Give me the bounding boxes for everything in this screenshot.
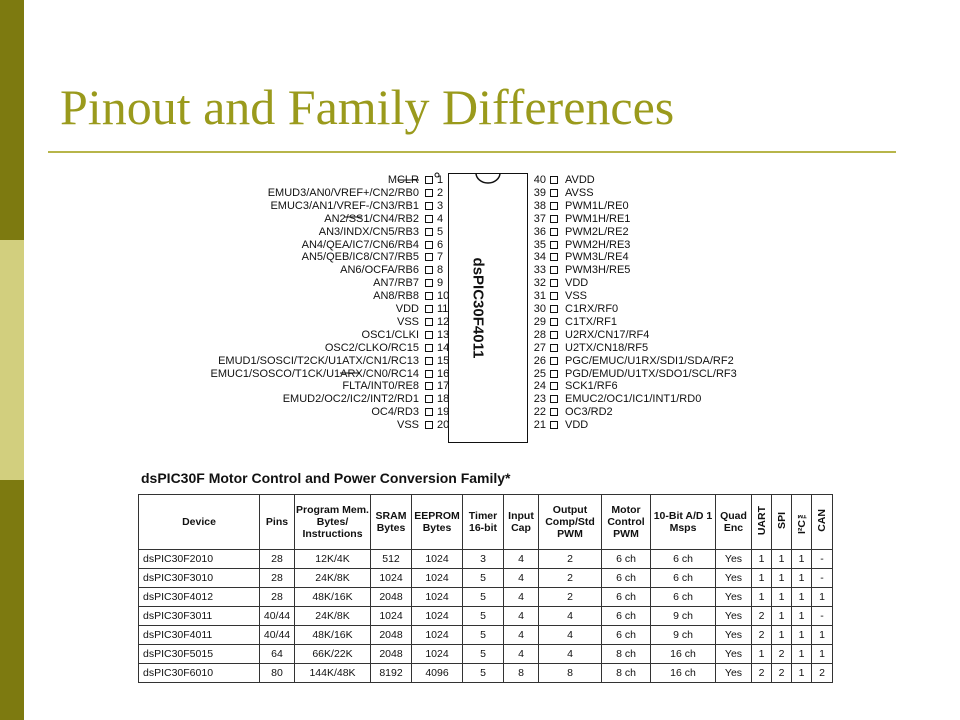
pin-pad [550,241,558,249]
table-cell: 1 [752,550,772,569]
table-cell: Yes [716,645,752,664]
pin-label: U2RX/CN17/RF4 [565,328,650,341]
pin-pad [550,189,558,197]
pin-pad [550,395,558,403]
pin-pad [425,370,433,378]
pin-pad [425,253,433,261]
table-cell: 2048 [371,626,412,645]
table-cell: Yes [716,664,752,683]
table-cell: 1 [792,626,812,645]
pin-label: AN5/QEB/IC8/CN7/RB5 [301,251,419,264]
pin-number: 19 [437,406,450,419]
table-cell: 8192 [371,664,412,683]
table-cell: 1024 [371,607,412,626]
header-spi: SPI [772,495,792,550]
pin-number: 21 [533,419,546,432]
table-cell: 4 [539,626,602,645]
pin-pad [425,266,433,274]
table-cell: 5 [463,664,504,683]
pin-label: EMUD1/SOSCI/T2CK/U1ATX/CN1/RC13 [218,354,419,367]
pin-pad [550,382,558,390]
table-row [139,550,833,569]
table-cell: 2 [752,626,772,645]
table-cell: 2 [812,664,833,683]
table-cell: 6 ch [602,569,651,588]
pin-pad [425,292,433,300]
pin-number: 35 [533,238,546,251]
pin-number: 13 [437,328,450,341]
table-cell: 1 [792,588,812,607]
table-cell: 40/44 [260,626,295,645]
pin-pad [425,176,433,184]
table-cell: 48K/16K [295,626,371,645]
table-cell: 64 [260,645,295,664]
pin-number: 24 [533,380,546,393]
table-cell: dsPIC30F3011 [139,607,260,626]
pin-pad [550,357,558,365]
pin-pad [550,305,558,313]
pin-label: PWM1H/RE1 [565,212,631,225]
family-table [138,494,833,683]
pin-label: PWM2H/RE3 [565,238,631,251]
table-cell: 5 [463,607,504,626]
pin-number: 17 [437,380,450,393]
table-cell: 9 ch [651,626,716,645]
pin-number: 11 [437,303,449,315]
header-eeprom: EEPROM Bytes [412,495,463,550]
pin-number: 28 [533,328,546,341]
table-cell: 48K/16K [295,588,371,607]
table-cell: 1 [792,607,812,626]
header-input-cap: Input Cap [504,495,539,550]
header-quad-enc: Quad Enc [716,495,752,550]
pin-number: 12 [437,315,450,328]
pin-label: SCK1/RF6 [565,380,618,393]
header-device: Device [139,495,260,550]
pin-pad [425,189,433,197]
pin-number: 25 [533,367,546,380]
table-cell: 1024 [412,607,463,626]
pin-label: VSS [396,419,419,432]
pin-number: 31 [533,290,546,303]
table-footnote [141,683,821,689]
pin-label: EMUC1/SOSCO/T1CK/U1ARX/CN0/RC14 [210,367,419,380]
pin-label: EMUD2/OC2/IC2/INT2/RD1 [282,393,419,406]
header-i2c: I²C™ [792,495,812,550]
pin-pad [425,331,433,339]
table-cell: 144K/48K [295,664,371,683]
table-cell: 1 [772,588,792,607]
header-motor-pwm: Motor Control PWM [602,495,651,550]
pin-pad [550,408,558,416]
pin-pad [425,318,433,326]
table-cell: 16 ch [651,645,716,664]
table-cell: 24K/8K [295,569,371,588]
pin-number: 30 [533,303,546,315]
table-cell: Yes [716,607,752,626]
table-cell: 1024 [412,626,463,645]
table-header-row [139,495,833,550]
pin-pad [550,228,558,236]
pin-label: EMUC3/AN1/VREF-/CN3/RB1 [270,199,419,212]
table-cell: 5 [463,626,504,645]
pin-number: 20 [437,419,450,432]
table-row [139,664,833,683]
pin-label: OC3/RD2 [565,406,613,419]
table-cell: 28 [260,550,295,569]
pin-number: 4 [437,212,444,225]
pin-label: FLTA/INT0/RE8 [342,380,419,393]
pin-label: PGD/EMUD/U1TX/SDO1/SCL/RF3 [565,367,737,380]
table-cell: 4 [504,569,539,588]
table-cell: 8 ch [602,645,651,664]
table-row [139,569,833,588]
pin-label: C1TX/RF1 [565,315,617,328]
table-cell: 1 [752,645,772,664]
pin-pad [425,344,433,352]
pin-pad [550,279,558,287]
pin-number: 40 [533,174,546,186]
table-cell: 24K/8K [295,607,371,626]
table-row [139,588,833,607]
pin-pad [425,395,433,403]
table-cell: dsPIC30F4012 [139,588,260,607]
header-can: CAN [812,495,833,550]
pin-label: AN8/RB8 [373,290,419,303]
pin-pad [550,421,558,429]
table-cell: 8 [504,664,539,683]
table-cell: 4 [539,645,602,664]
table-row [139,607,833,626]
pin-pad [425,279,433,287]
table-cell: dsPIC30F5015 [139,645,260,664]
pin-label: OC4/RD3 [371,406,419,419]
pin-number: 3 [437,199,444,212]
header-timer: Timer 16-bit [463,495,504,550]
table-cell: 1024 [412,569,463,588]
pin-label: OSC1/CLKI [361,328,419,341]
table-cell: 1024 [371,569,412,588]
pin-pad [425,215,433,223]
header-sram: SRAM Bytes [371,495,412,550]
pin-number: 15 [437,354,450,367]
table-cell: 512 [371,550,412,569]
table-cell: 16 ch [651,664,716,683]
table-cell: 6 ch [602,550,651,569]
table-cell: 2 [772,645,792,664]
pin-label: OSC2/CLKO/RC15 [324,341,419,354]
table-cell: 1 [772,626,792,645]
pin-number: 34 [533,251,546,264]
pin-number: 38 [533,199,546,212]
table-cell: 2 [752,607,772,626]
table-cell: 1 [772,550,792,569]
pin-label: PGC/EMUC/U1RX/SDI1/SDA/RF2 [565,354,734,367]
header-program-mem: Program Mem. Bytes/ Instructions [295,495,371,550]
pin-pad [550,331,558,339]
family-table-title: dsPIC30F Motor Control and Power Conversion Family* [141,470,511,486]
table-cell: 4 [504,645,539,664]
pin-pad [550,253,558,261]
pin-pad [425,408,433,416]
table-cell: 3 [463,550,504,569]
pin-pad [550,344,558,352]
table-cell: 6 ch [651,588,716,607]
pin-number: 23 [533,393,546,406]
pin-number: 22 [533,406,546,419]
header-pins: Pins [260,495,295,550]
chip-name: dsPIC30F4011 [469,257,487,359]
pin-pad [550,266,558,274]
header-ad: 10-Bit A/D 1 Msps [651,495,716,550]
table-cell: dsPIC30F6010 [139,664,260,683]
table-cell: 4 [504,588,539,607]
pin-label: VDD [565,419,589,432]
pin-pad [425,305,433,313]
table-cell: dsPIC30F2010 [139,550,260,569]
table-cell: 1 [812,645,833,664]
pin-label: U2TX/CN18/RF5 [565,341,649,354]
table-cell: 2 [752,664,772,683]
table-cell: Yes [716,626,752,645]
table-row [139,626,833,645]
table-cell: 1 [752,588,772,607]
pin-pad [550,176,558,184]
pin-pad [425,202,433,210]
table-cell: 1 [812,626,833,645]
table-cell: 66K/22K [295,645,371,664]
table-cell: 1024 [412,588,463,607]
table-cell: 1 [772,569,792,588]
table-row [139,645,833,664]
pin-label: AN6/OCFA/RB6 [340,264,419,277]
table-cell: 6 ch [602,626,651,645]
table-cell: 4 [504,607,539,626]
pin-pad [550,202,558,210]
table-cell: 28 [260,569,295,588]
pin-label: AN2/SS1/CN4/RB2 [324,212,419,225]
pin-pad [425,241,433,249]
pin-label: MCLR [387,174,419,186]
pin-number: 36 [533,225,546,238]
table-cell: 1 [772,607,792,626]
pin-pad [425,357,433,365]
slide-title: Pinout and Family Differences [60,79,675,135]
table-cell: 6 ch [651,569,716,588]
pin-number: 37 [533,212,546,225]
pin-pad [425,228,433,236]
table-cell: 8 [539,664,602,683]
table-cell: 2048 [371,645,412,664]
table-cell: 1 [792,664,812,683]
table-cell: 2 [772,664,792,683]
table-cell: 6 ch [602,588,651,607]
table-cell: dsPIC30F4011 [139,626,260,645]
table-cell: 4096 [412,664,463,683]
pin-label: EMUD3/AN0/VREF+/CN2/RB0 [267,186,419,199]
table-cell: 4 [539,607,602,626]
table-cell: dsPIC30F3010 [139,569,260,588]
table-cell: 2048 [371,588,412,607]
pin-number: 6 [437,238,444,251]
table-cell: 1024 [412,550,463,569]
table-cell: 5 [463,569,504,588]
pin-pad [550,292,558,300]
pin-label: PWM3H/RE5 [565,264,631,277]
pin-pad [425,421,433,429]
pin-number: 26 [533,354,546,367]
pin-label: VDD [395,303,419,315]
pin-label: VDD [565,277,589,290]
pin-number: 8 [437,264,444,277]
pin-number: 32 [533,277,546,290]
table-cell: 80 [260,664,295,683]
table-cell: 28 [260,588,295,607]
table-cell: 1 [792,569,812,588]
pin-label: AVDD [565,174,595,186]
table-cell: Yes [716,569,752,588]
pin-pad [550,318,558,326]
table-cell: 6 ch [602,607,651,626]
table-cell: 1 [752,569,772,588]
table-cell: 2 [539,550,602,569]
pin-label: C1RX/RF0 [565,303,619,315]
pin-number: 1 [437,174,444,186]
table-cell: - [812,550,833,569]
table-cell: 12K/4K [295,550,371,569]
table-cell: Yes [716,550,752,569]
pin-label: AN7/RB7 [373,277,419,290]
pin-number: 27 [533,341,546,354]
table-cell: Yes [716,588,752,607]
pin-number: 10 [437,290,450,303]
pin-number: 39 [533,186,546,199]
header-uart: UART [752,495,772,550]
table-cell: 1 [812,588,833,607]
table-cell: 6 ch [651,550,716,569]
pin-label: PWM3L/RE4 [565,251,629,264]
pin-pad [550,215,558,223]
pin-label: AN3/INDX/CN5/RB3 [318,225,419,238]
table-cell: - [812,607,833,626]
table-cell: 1024 [412,645,463,664]
pin-number: 33 [533,264,546,277]
pin-label: VSS [565,290,588,303]
pin-number: 7 [437,251,444,264]
pin-label: EMUC2/OC1/IC1/INT1/RD0 [565,393,702,406]
table-cell: 4 [504,550,539,569]
table-cell: - [812,569,833,588]
table-cell: 5 [463,588,504,607]
pin-label: AN4/QEA/IC7/CN6/RB4 [301,238,419,251]
pin-number: 29 [533,315,546,328]
table-cell: 4 [504,626,539,645]
pin-number: 18 [437,393,450,406]
table-cell: 1 [792,550,812,569]
header-output-comp: Output Comp/Std PWM [539,495,602,550]
pin-number: 5 [437,225,444,238]
pin-label: AVSS [565,186,594,199]
table-cell: 2 [539,588,602,607]
pin-number: 9 [437,277,444,290]
accent-bar-bottom [0,480,24,720]
table-cell: 8 ch [602,664,651,683]
table-cell: 9 ch [651,607,716,626]
table-cell: 40/44 [260,607,295,626]
table-cell: 2 [539,569,602,588]
pin-pad [425,382,433,390]
pin-number: 16 [437,367,450,380]
pin-label: VSS [396,315,419,328]
table-cell: 5 [463,645,504,664]
pin-pad [550,370,558,378]
pin-label: PWM1L/RE0 [565,199,629,212]
table-cell: 1 [792,645,812,664]
pin-number: 14 [437,341,450,354]
pin-number: 2 [437,186,444,199]
pin-label: PWM2L/RE2 [565,225,629,238]
